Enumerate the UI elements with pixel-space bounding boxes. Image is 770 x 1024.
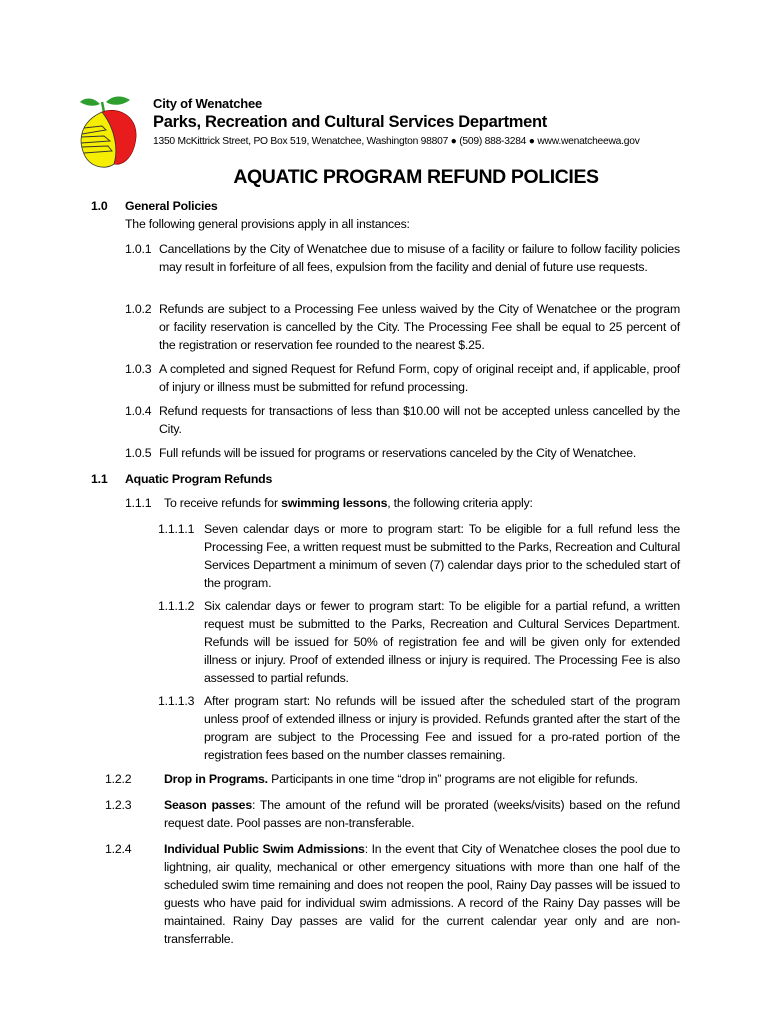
text-segment: , the following criteria apply:	[387, 496, 533, 510]
city-name: City of Wenatchee	[153, 96, 263, 111]
section-number: 1.0	[91, 199, 108, 213]
item-number: 1.0.3	[125, 362, 152, 376]
section-intro: The following general provisions apply in all instances:	[125, 217, 410, 231]
item-number: 1.2.4	[105, 842, 132, 856]
subitem-text: After program start: No refunds will be issued after the scheduled start of the program unless proof of extended illness or injury is provided. Refunds granted after the start of the program are subject to the Processing Fee and issued for a pro-rated portion of the registration fees based on the number classes remaining.	[204, 694, 680, 762]
city-apple-logo-icon	[78, 94, 140, 170]
subitem-number: 1.1.1.1	[158, 522, 195, 536]
text-segment: : In the event that City of Wenatchee closes the pool due to lightning, air quality, mechanical or other emergency situations with more than one half of the scheduled swim time remaining and does not reopen the pool, Rainy Day passes will be issued to guests who have paid for individual swim admissions. A record of the Rainy Day passes will be maintained. Rainy Day passes are valid for the current calendar year only and are non-transferrable.	[164, 842, 680, 946]
policy-text: A completed and signed Request for Refund Form, copy of original receipt and, if applicable, proof of injury or illness must be submitted for refund processing.	[159, 362, 680, 394]
item-number: 1.0.2	[125, 302, 152, 316]
emphasis-text: swimming lessons	[281, 496, 388, 510]
policy-text: Refunds are subject to a Processing Fee unless waived by the City of Wenatchee or the program or facility reservation is cancelled by the City. The Processing Fee shall be equal to 25 percent of the registration or reservation fee rounded to the nearest $.25.	[159, 302, 680, 352]
policy-text	[164, 494, 533, 512]
subitem-number: 1.1.1.2	[158, 599, 195, 613]
item-number: 1.2.2	[105, 772, 132, 786]
item-number: 1.2.3	[105, 798, 132, 812]
text-segment: Participants in one time “drop in” programs are not eligible for refunds.	[267, 772, 638, 786]
policy-text: Cancellations by the City of Wenatchee due to misuse of a facility or failure to follow facility policies may result in forfeiture of all fees, expulsion from the facility and denial of future use requests.	[159, 242, 680, 274]
item-number: 1.0.5	[125, 446, 152, 460]
emphasis-text: Drop in Programs.	[164, 772, 268, 786]
department-name: Parks, Recreation and Cultural Services Department	[153, 113, 547, 131]
section-number: 1.1	[91, 472, 108, 486]
policy-text: Full refunds will be issued for programs or reservations canceled by the City of Wenatchee.	[159, 446, 637, 460]
policy-item	[125, 240, 680, 276]
emphasis-text: Individual Public Swim Admissions	[164, 842, 365, 856]
contact-address: 1350 McKittrick Street, PO Box 519, Wenatchee, Washington 98807 ● (509) 888-3284 ● www.wenatcheewa.gov	[153, 136, 640, 147]
policy-text: Refund requests for transactions of less than $10.00 will not be accepted unless cancelled by the City.	[159, 404, 680, 436]
emphasis-text: Season passes	[164, 798, 252, 812]
item-number: 1.0.4	[125, 404, 152, 418]
document-title: AQUATIC PROGRAM REFUND POLICIES	[233, 166, 599, 188]
text-segment: To receive refunds for	[164, 496, 282, 510]
text-segment: : The amount of the refund will be prorated (weeks/visits) based on the refund request date. Pool passes are non-transferable.	[164, 798, 680, 830]
section-heading: Aquatic Program Refunds	[125, 472, 273, 486]
subitem-number: 1.1.1.3	[158, 694, 195, 708]
policy-text	[164, 840, 680, 948]
item-number: 1.1.1	[125, 496, 152, 510]
subitem-text: Seven calendar days or more to program start: To be eligible for a full refund less the Processing Fee, a written request must be submitted to the Parks, Recreation and Cultural Services Department a minimum of seven (7) calendar days prior to the scheduled start of the program.	[204, 522, 680, 590]
item-number: 1.0.1	[125, 242, 152, 256]
policy-text	[164, 770, 684, 788]
subitem-text: Six calendar days or fewer to program start: To be eligible for a partial refund, a written request must be submitted to the Parks, Recreation and Cultural Services Department. Refunds will be issued for 50% of registration fee and will be given only for extended illness or injury. Proof of extended illness or injury is required. The Processing Fee is also assessed to partial refunds.	[204, 599, 680, 685]
policy-text	[164, 796, 680, 832]
section-heading: General Policies	[125, 199, 218, 213]
